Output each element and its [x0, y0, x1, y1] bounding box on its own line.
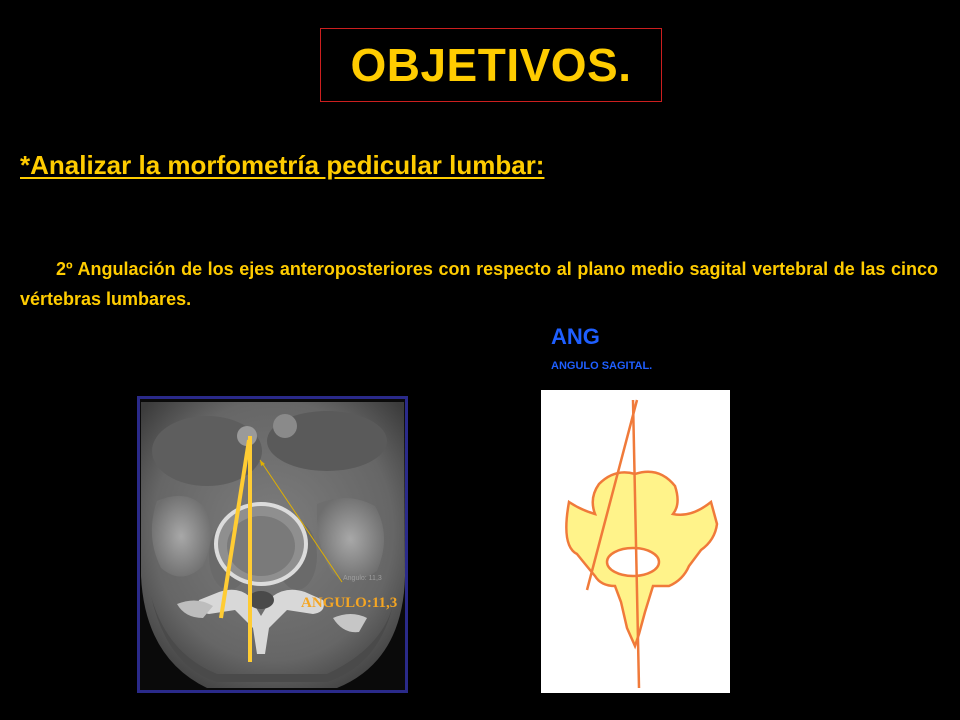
objective-paragraph [20, 254, 938, 314]
diagram-heading: ANG [551, 324, 600, 349]
diagram-subheading: ANGULO SAGITAL. [551, 360, 653, 372]
ct-overlay-small-label: Angulo: 11,3 [343, 575, 382, 582]
ct-scan-image [137, 396, 408, 693]
ct-kidney-left [152, 496, 211, 577]
ct-angle-label: ANGULO:11,3 [301, 595, 398, 611]
paragraph-text: 2º Angulación de los ejes anteroposteriores con respecto al plano medio sagital vertebral de las cinco vértebras lumbares. [20, 259, 938, 309]
slide-title: OBJETIVOS. [350, 39, 632, 91]
vertebra-diagram [541, 390, 730, 693]
slide-subtitle: *Analizar la morfometría pedicular lumbar: [20, 150, 545, 180]
vertebral-foramen [607, 548, 659, 576]
title-box [320, 28, 662, 102]
